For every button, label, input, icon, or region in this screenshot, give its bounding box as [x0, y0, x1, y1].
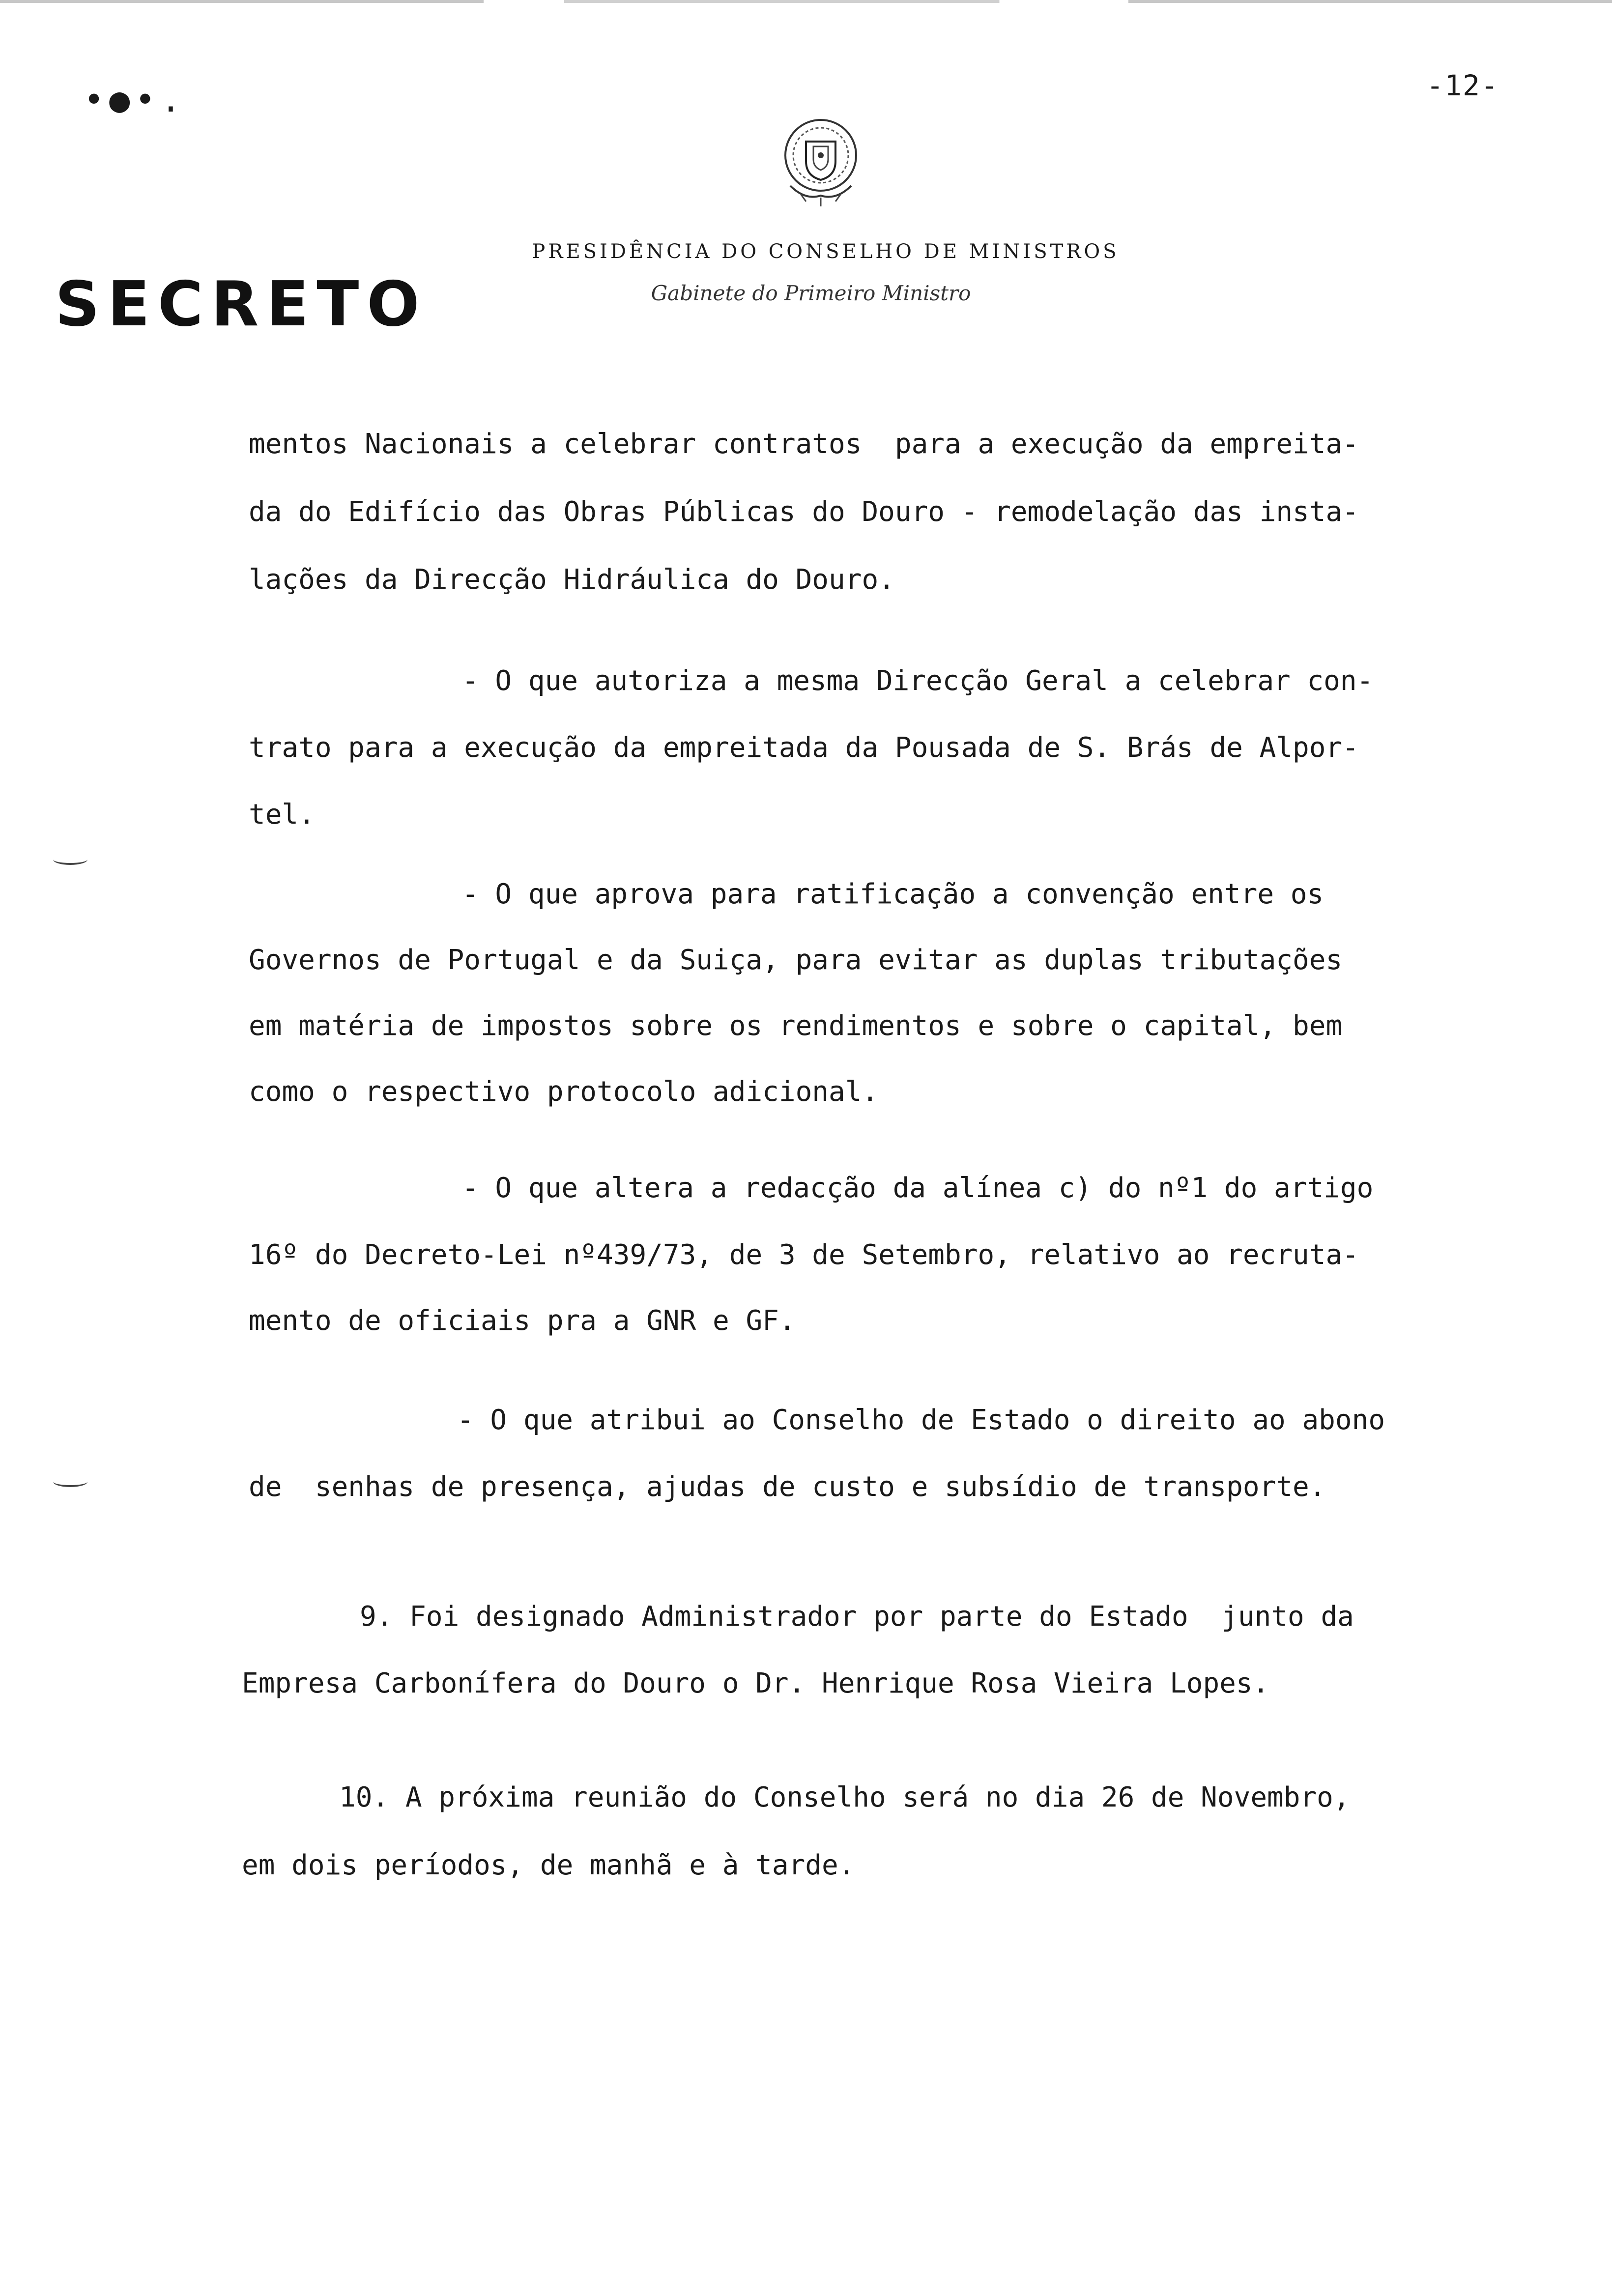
text-line: 10. A próxima reunião do Conselho será no dia 26 de Novembro, — [339, 1781, 1350, 1813]
text-line: lações da Direcção Hidráulica do Douro. — [249, 564, 895, 596]
text-line: em matéria de impostos sobre os rendimentos e sobre o capital, bem — [249, 1010, 1343, 1042]
text-line: - O que autoriza a mesma Direcção Geral a celebrar con- — [462, 665, 1374, 697]
text-line: mentos Nacionais a celebrar contratos para a execução da empreita- — [249, 428, 1359, 460]
text-line: de senhas de presença, ajudas de custo e subsídio de transporte. — [249, 1471, 1326, 1503]
text-line: trato para a execução da empreitada da Pousada de S. Brás de Alpor- — [249, 732, 1359, 764]
text-line: Empresa Carbonífera do Douro o Dr. Henrique Rosa Vieira Lopes. — [242, 1667, 1269, 1699]
punch-hole-mark — [53, 854, 87, 865]
text-line: - O que atribui ao Conselho de Estado o direito ao abono — [457, 1404, 1385, 1436]
text-line: Governos de Portugal e da Suiça, para evitar as duplas tributações — [249, 944, 1343, 976]
text-line: como o respectivo protocolo adicional. — [249, 1076, 879, 1108]
text-line: em dois períodos, de manhã e à tarde. — [242, 1849, 855, 1881]
text-line: 9. Foi designado Administrador por parte do Estado junto da — [360, 1601, 1354, 1633]
text-line: tel. — [249, 799, 315, 831]
text-line: - O que aprova para ratificação a convenção entre os — [462, 878, 1324, 910]
institution-name: PRESIDÊNCIA DO CONSELHO DE MINISTROS — [532, 240, 1120, 263]
cabinet-name: Gabinete do Primeiro Ministro — [651, 281, 971, 305]
text-line: 16º do Decreto-Lei nº439/73, de 3 de Setembro, relativo ao recruta- — [249, 1239, 1359, 1271]
punch-hole-mark — [53, 1476, 87, 1487]
text-line: - O que altera a redacção da alínea c) do nº1 do artigo — [462, 1172, 1374, 1204]
classification-stamp: SECRETO — [55, 268, 428, 340]
text-line: mento de oficiais pra a GNR e GF. — [249, 1305, 796, 1337]
top-edge-rule — [0, 0, 1612, 3]
coat-of-arms-emblem-icon — [772, 112, 870, 210]
header-dots: •●•. — [84, 80, 186, 120]
text-line: da do Edifício das Obras Públicas do Douro - remodelação das insta- — [249, 496, 1359, 528]
page-number: -12- — [1426, 69, 1499, 102]
